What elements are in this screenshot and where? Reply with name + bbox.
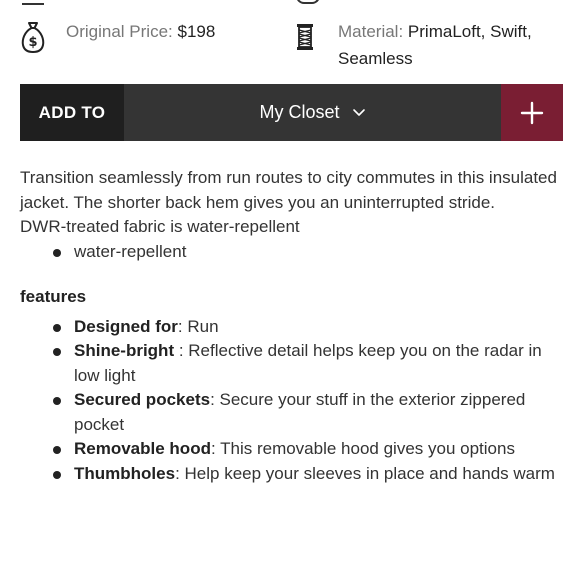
original-price-value: $198: [177, 22, 216, 41]
list-item: [74, 388, 565, 437]
original-price-text: [66, 18, 215, 45]
thread-spool-icon: [292, 20, 318, 54]
material-value: PrimaLoft, Swift, Seamless: [338, 22, 532, 68]
plus-icon: [520, 101, 544, 125]
product-description: [20, 166, 565, 486]
feature-separator: :: [210, 439, 221, 458]
feature-separator: :: [174, 341, 189, 360]
feature-title: Shine-bright: [74, 341, 175, 360]
fabric-bullet-list: [20, 240, 565, 265]
list-item: [74, 437, 565, 462]
money-bag-icon: [20, 20, 46, 54]
feature-text: Secure your stuff in the exterior zippered pocket: [74, 390, 526, 434]
feature-title: Removable hood: [74, 439, 211, 458]
feature-title: Designed for: [74, 316, 178, 336]
feature-text: Reflective detail helps keep you on the radar in low light: [74, 341, 542, 385]
original-price-info: [20, 18, 280, 54]
list-item: [74, 462, 565, 487]
feature-title: Secured pockets: [74, 390, 211, 409]
cropped-top-row: [0, 0, 580, 6]
add-to-closet-bar: [20, 84, 563, 141]
feature-text: Help keep your sleeves in place and hands warm: [184, 463, 555, 483]
closet-dropdown[interactable]: [124, 84, 501, 141]
feature-title: Thumbholes: [74, 463, 176, 483]
material-info: [292, 18, 562, 72]
chevron-down-icon: [352, 108, 366, 118]
selected-closet-value: My Closet: [259, 102, 340, 122]
list-item: [74, 339, 565, 388]
features-list: [20, 315, 565, 487]
cropped-icon-fragment: [296, 0, 320, 4]
cropped-icon-fragment: [22, 0, 44, 5]
product-meta-row: [0, 18, 580, 80]
features-heading: features: [20, 287, 87, 306]
feature-text: This removable hood gives you options: [220, 439, 515, 458]
description-intro: Transition seamlessly from run routes to city commutes in this insulated jacket. The shorter back hem gives you an uninterrupted stride.: [20, 168, 557, 212]
material-text: [338, 18, 562, 72]
feature-separator: :: [175, 463, 185, 483]
add-closet-button[interactable]: [501, 84, 563, 141]
feature-separator: :: [177, 316, 188, 336]
fabric-note: DWR-treated fabric is water-repellent: [20, 217, 300, 236]
original-price-label: Original Price:: [66, 22, 173, 41]
add-to-label: ADD TO: [20, 84, 124, 141]
feature-separator: :: [210, 390, 220, 409]
svg-text:$: $: [28, 35, 38, 50]
list-item: [74, 315, 565, 340]
feature-text: Run: [187, 316, 219, 336]
material-label: Material:: [338, 22, 404, 41]
list-item: water-repellent: [74, 240, 565, 265]
